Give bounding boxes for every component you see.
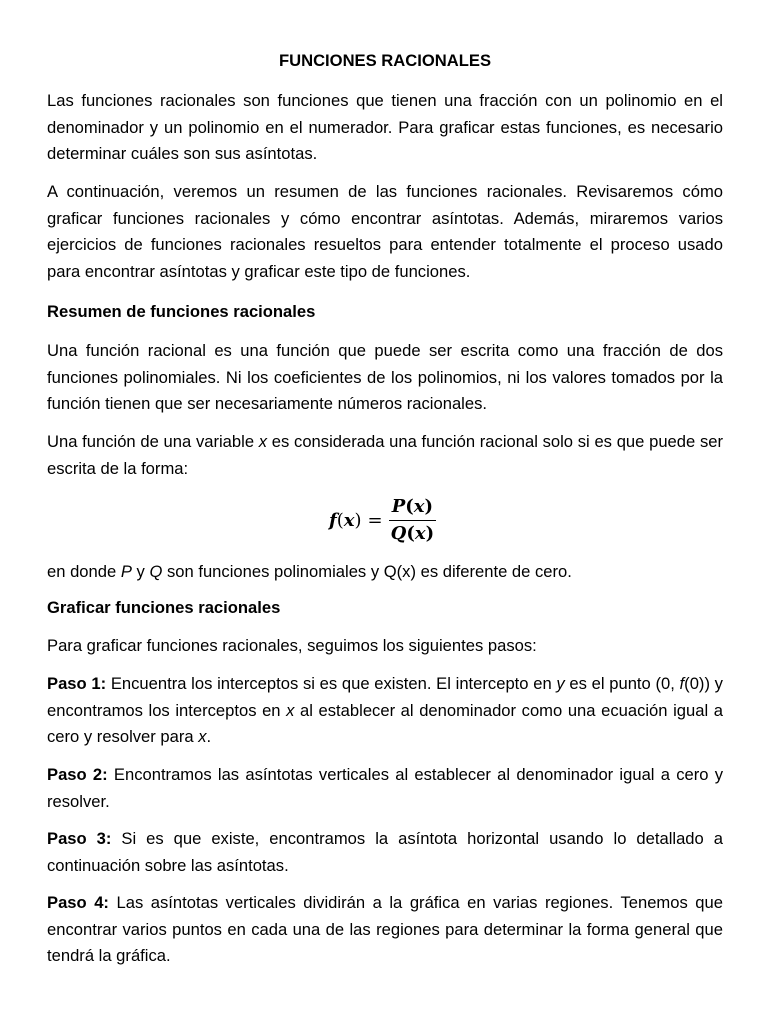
rational-function-formula [47,492,723,548]
text-run: son funciones polinomiales y Q(x) es diferente de cero. [162,562,572,581]
text-run: al establecer al denominador como una ecuación igual a cero y resolver para [47,700,723,746]
step-label: Paso 3: [47,829,112,848]
text-run: Una función de una variable [47,432,259,451]
formula-fn-f: f [329,509,337,531]
text-run: es considerada una función racional solo si es que puede ser escrita de la forma: [47,432,723,478]
document-title: FUNCIONES RACIONALES [278,51,492,70]
text-run: Encuentra los interceptos si es que existen. El intercepto en [106,674,557,693]
formula-lhs: f(x) [329,509,362,531]
variable-q: Q [149,562,163,581]
text-run: en donde [47,562,121,581]
formula-numerator: P(x) [391,495,434,517]
variable-f: f [679,674,685,693]
text-run: Si es que existe, encontramos la asíntota horizontal usando lo detallado a continuación sobre las asíntotas. [47,829,723,875]
intro-paragraph-1: Las funciones racionales son funciones que tienen una fracción con un polinomio en el denominador y un polinomio en el numerador. Para graficar estas funciones, es necesario determinar cuáles son sus asíntotas. [47,91,723,163]
text-run: Las asíntotas verticales dividirán a la gráfica en varias regiones. Tenemos que encontrar varios puntos en cada una de las regiones para determinar la forma general que tendrá la gráfica. [47,893,723,965]
text-run: es el punto (0, [564,674,680,693]
text-run: Encontramos las asíntotas verticales al establecer al denominador igual a cero y resolver. [47,765,723,811]
step-label: Paso 2: [47,765,108,784]
formula-var: x [343,509,355,531]
text-run: . [206,727,212,746]
step-label: Paso 1: [47,674,107,693]
step-1 [47,671,723,751]
step-4 [47,890,723,970]
variable-p: P [120,562,132,581]
text-run: y [131,562,150,581]
section-heading-resumen: Resumen de funciones racionales [47,302,316,321]
formula-explanation [47,559,723,586]
formula-denominator: Q(x) [389,520,436,545]
steps-intro: Para graficar funciones racionales, seguimos los siguientes pasos: [47,636,537,655]
formula-var: x [414,522,426,544]
intro-paragraph-2: A continuación, veremos un resumen de las funciones racionales. Revisaremos cómo graficar funciones racionales y cómo encontrar asíntotas. Además, miraremos varios ejercicios de funciones racionales resueltos para entender totalmente el proceso usado para encontrar asíntotas y graficar este tipo de funciones. [47,182,723,281]
formula-fn-p: P [391,495,406,517]
formula-fn-q: Q [390,522,407,544]
form-paragraph [47,429,723,482]
variable-x: x [258,432,268,451]
formula-fraction [389,496,436,545]
definition-paragraph: Una función racional es una función que puede ser escrita como una fracción de dos funciones polinomiales. Ni los coeficientes de los polinomios, ni los valores tomados por la función tienen que ser necesariamente números racionales. [47,341,723,413]
variable-x: x [286,700,295,720]
step-3 [47,826,723,879]
text-run: (0)) y encontramos los interceptos en [47,674,723,720]
variable-y: y [556,674,565,693]
formula-equals: = [367,509,383,531]
variable-x: x [198,727,207,746]
step-2 [47,762,723,815]
formula-var: x [413,495,425,517]
step-label: Paso 4: [47,893,109,912]
section-heading-graficar: Graficar funciones racionales [47,598,281,617]
